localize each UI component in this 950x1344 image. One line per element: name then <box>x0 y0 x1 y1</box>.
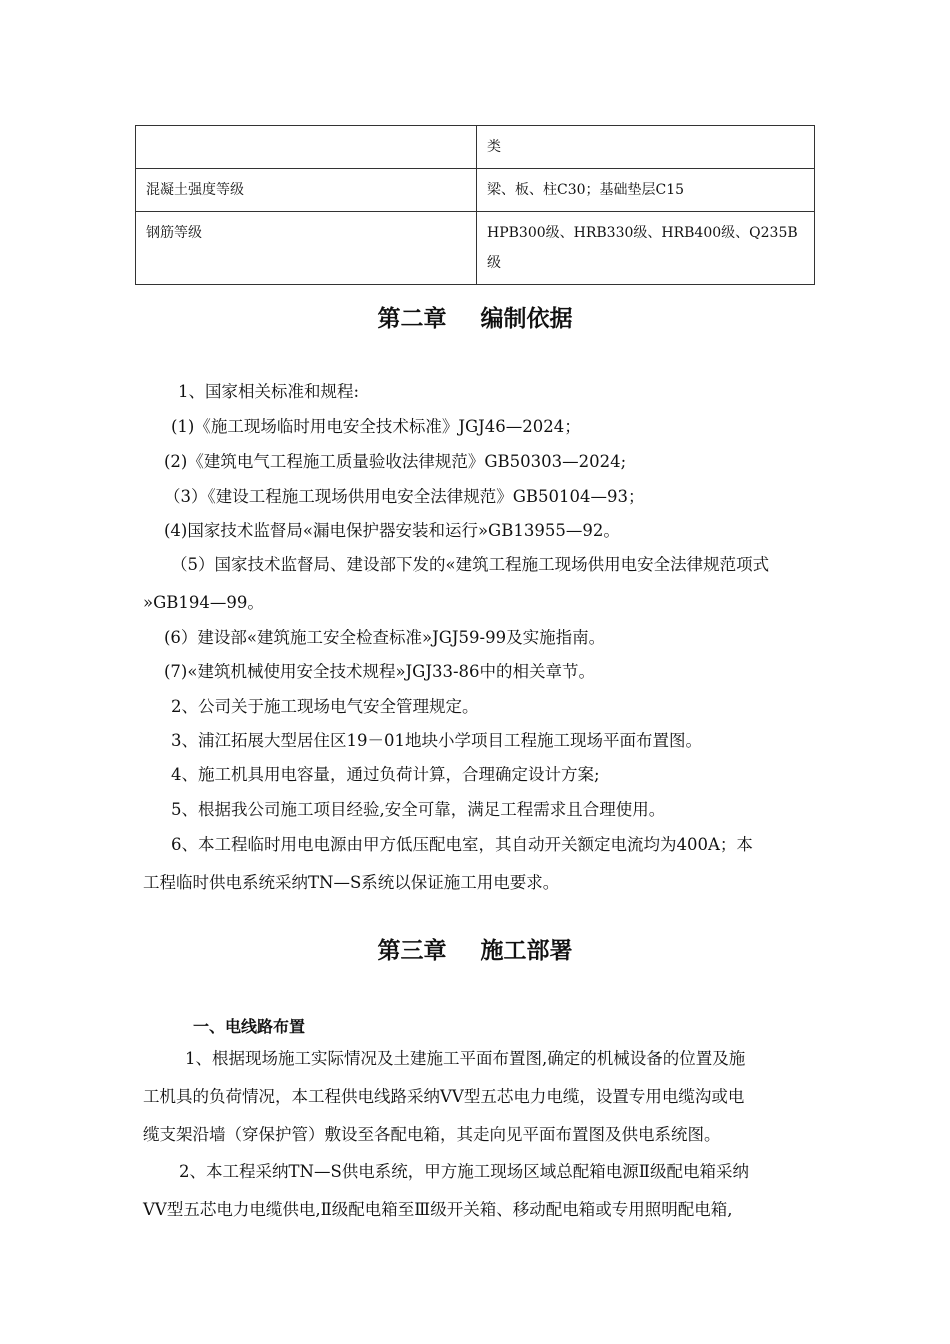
chapter-heading <box>0 932 950 965</box>
paragraph: 1、国家相关标准和规程: <box>178 382 360 401</box>
paragraph: （3）《建设工程施工现场供用电安全法律规范》GB50104—93； <box>164 487 645 506</box>
table-row <box>136 126 815 169</box>
paragraph: 2、本工程采纳TN—S供电系统，甲方施工现场区域总配箱电源Ⅱ级配电箱采纳 <box>179 1162 749 1181</box>
chapter-number: 第三章 <box>377 938 447 964</box>
cell-line: 类 <box>487 139 501 155</box>
table-cell-value <box>477 212 815 285</box>
paragraph: 5、根据我公司施工项目经验,安全可靠，满足工程需求且合理使用。 <box>171 800 666 819</box>
paragraph: VV型五芯电力电缆供电,Ⅱ级配电箱至Ⅲ级开关箱、移动配电箱或专用照明配电箱, <box>143 1200 733 1219</box>
paragraph: 4、施工机具用电容量，通过负荷计算，合理确定设计方案; <box>171 765 600 784</box>
table-row <box>136 169 815 212</box>
paragraph: 工机具的负荷情况，本工程供电线路采纳VV型五芯电力电缆，设置专用电缆沟或电 <box>143 1087 745 1106</box>
paragraph: »GB194—99。 <box>143 593 264 612</box>
table-row <box>136 212 815 285</box>
paragraph: 3、浦江拓展大型居住区19－01地块小学项目工程施工现场平面布置图。 <box>171 731 702 750</box>
table-cell-value <box>477 126 815 169</box>
table-cell-label: 混凝土强度等级 <box>136 169 477 212</box>
chapter-title: 编制依据 <box>480 306 573 332</box>
paragraph: (1)《施工现场临时用电安全技术标准》JGJ46—2024； <box>171 417 581 436</box>
table-cell-label: 钢筋等级 <box>136 212 477 285</box>
paragraph: (7)«建筑机械使用安全技术规程»JGJ33-86中的相关章节。 <box>164 662 596 681</box>
table-cell-value <box>477 169 815 212</box>
chapter-number: 第二章 <box>377 306 447 332</box>
specification-table <box>135 125 815 285</box>
paragraph: 2、公司关于施工现场电气安全管理规定。 <box>171 697 479 716</box>
chapter-title: 施工部署 <box>480 938 573 964</box>
paragraph: (4)国家技术监督局«漏电保护器安装和运行»GB13955—92。 <box>164 521 620 540</box>
section-heading: 一、电线路布置 <box>193 1017 306 1036</box>
cell-line: 级 <box>487 255 501 271</box>
paragraph: 6、本工程临时用电电源由甲方低压配电室，其自动开关额定电流均为400A；本 <box>171 835 753 854</box>
cell-line: HPB300级、HRB330级、HRB400级、Q235B <box>487 225 798 241</box>
chapter-heading <box>0 300 950 333</box>
paragraph: (6）建设部«建筑施工安全检查标准»JGJ59-99及实施指南。 <box>164 628 606 647</box>
paragraph: (2)《建筑电气工程施工质量验收法律规范》GB50303—2024; <box>164 452 627 471</box>
paragraph: 工程临时供电系统采纳TN—S系统以保证施工用电要求。 <box>143 873 560 892</box>
paragraph: （5）国家技术监督局、建设部下发的«建筑工程施工现场供用电安全法律规范项式 <box>171 555 770 574</box>
paragraph: 缆支架沿墙（穿保护管）敷设至各配电箱，其走向见平面布置图及供电系统图。 <box>143 1125 721 1144</box>
paragraph: 1、根据现场施工实际情况及土建施工平面布置图,确定的机械设备的位置及施 <box>185 1049 746 1068</box>
table-cell-label <box>136 126 477 169</box>
cell-line: 梁、板、柱C30；基础垫层C15 <box>487 182 685 198</box>
